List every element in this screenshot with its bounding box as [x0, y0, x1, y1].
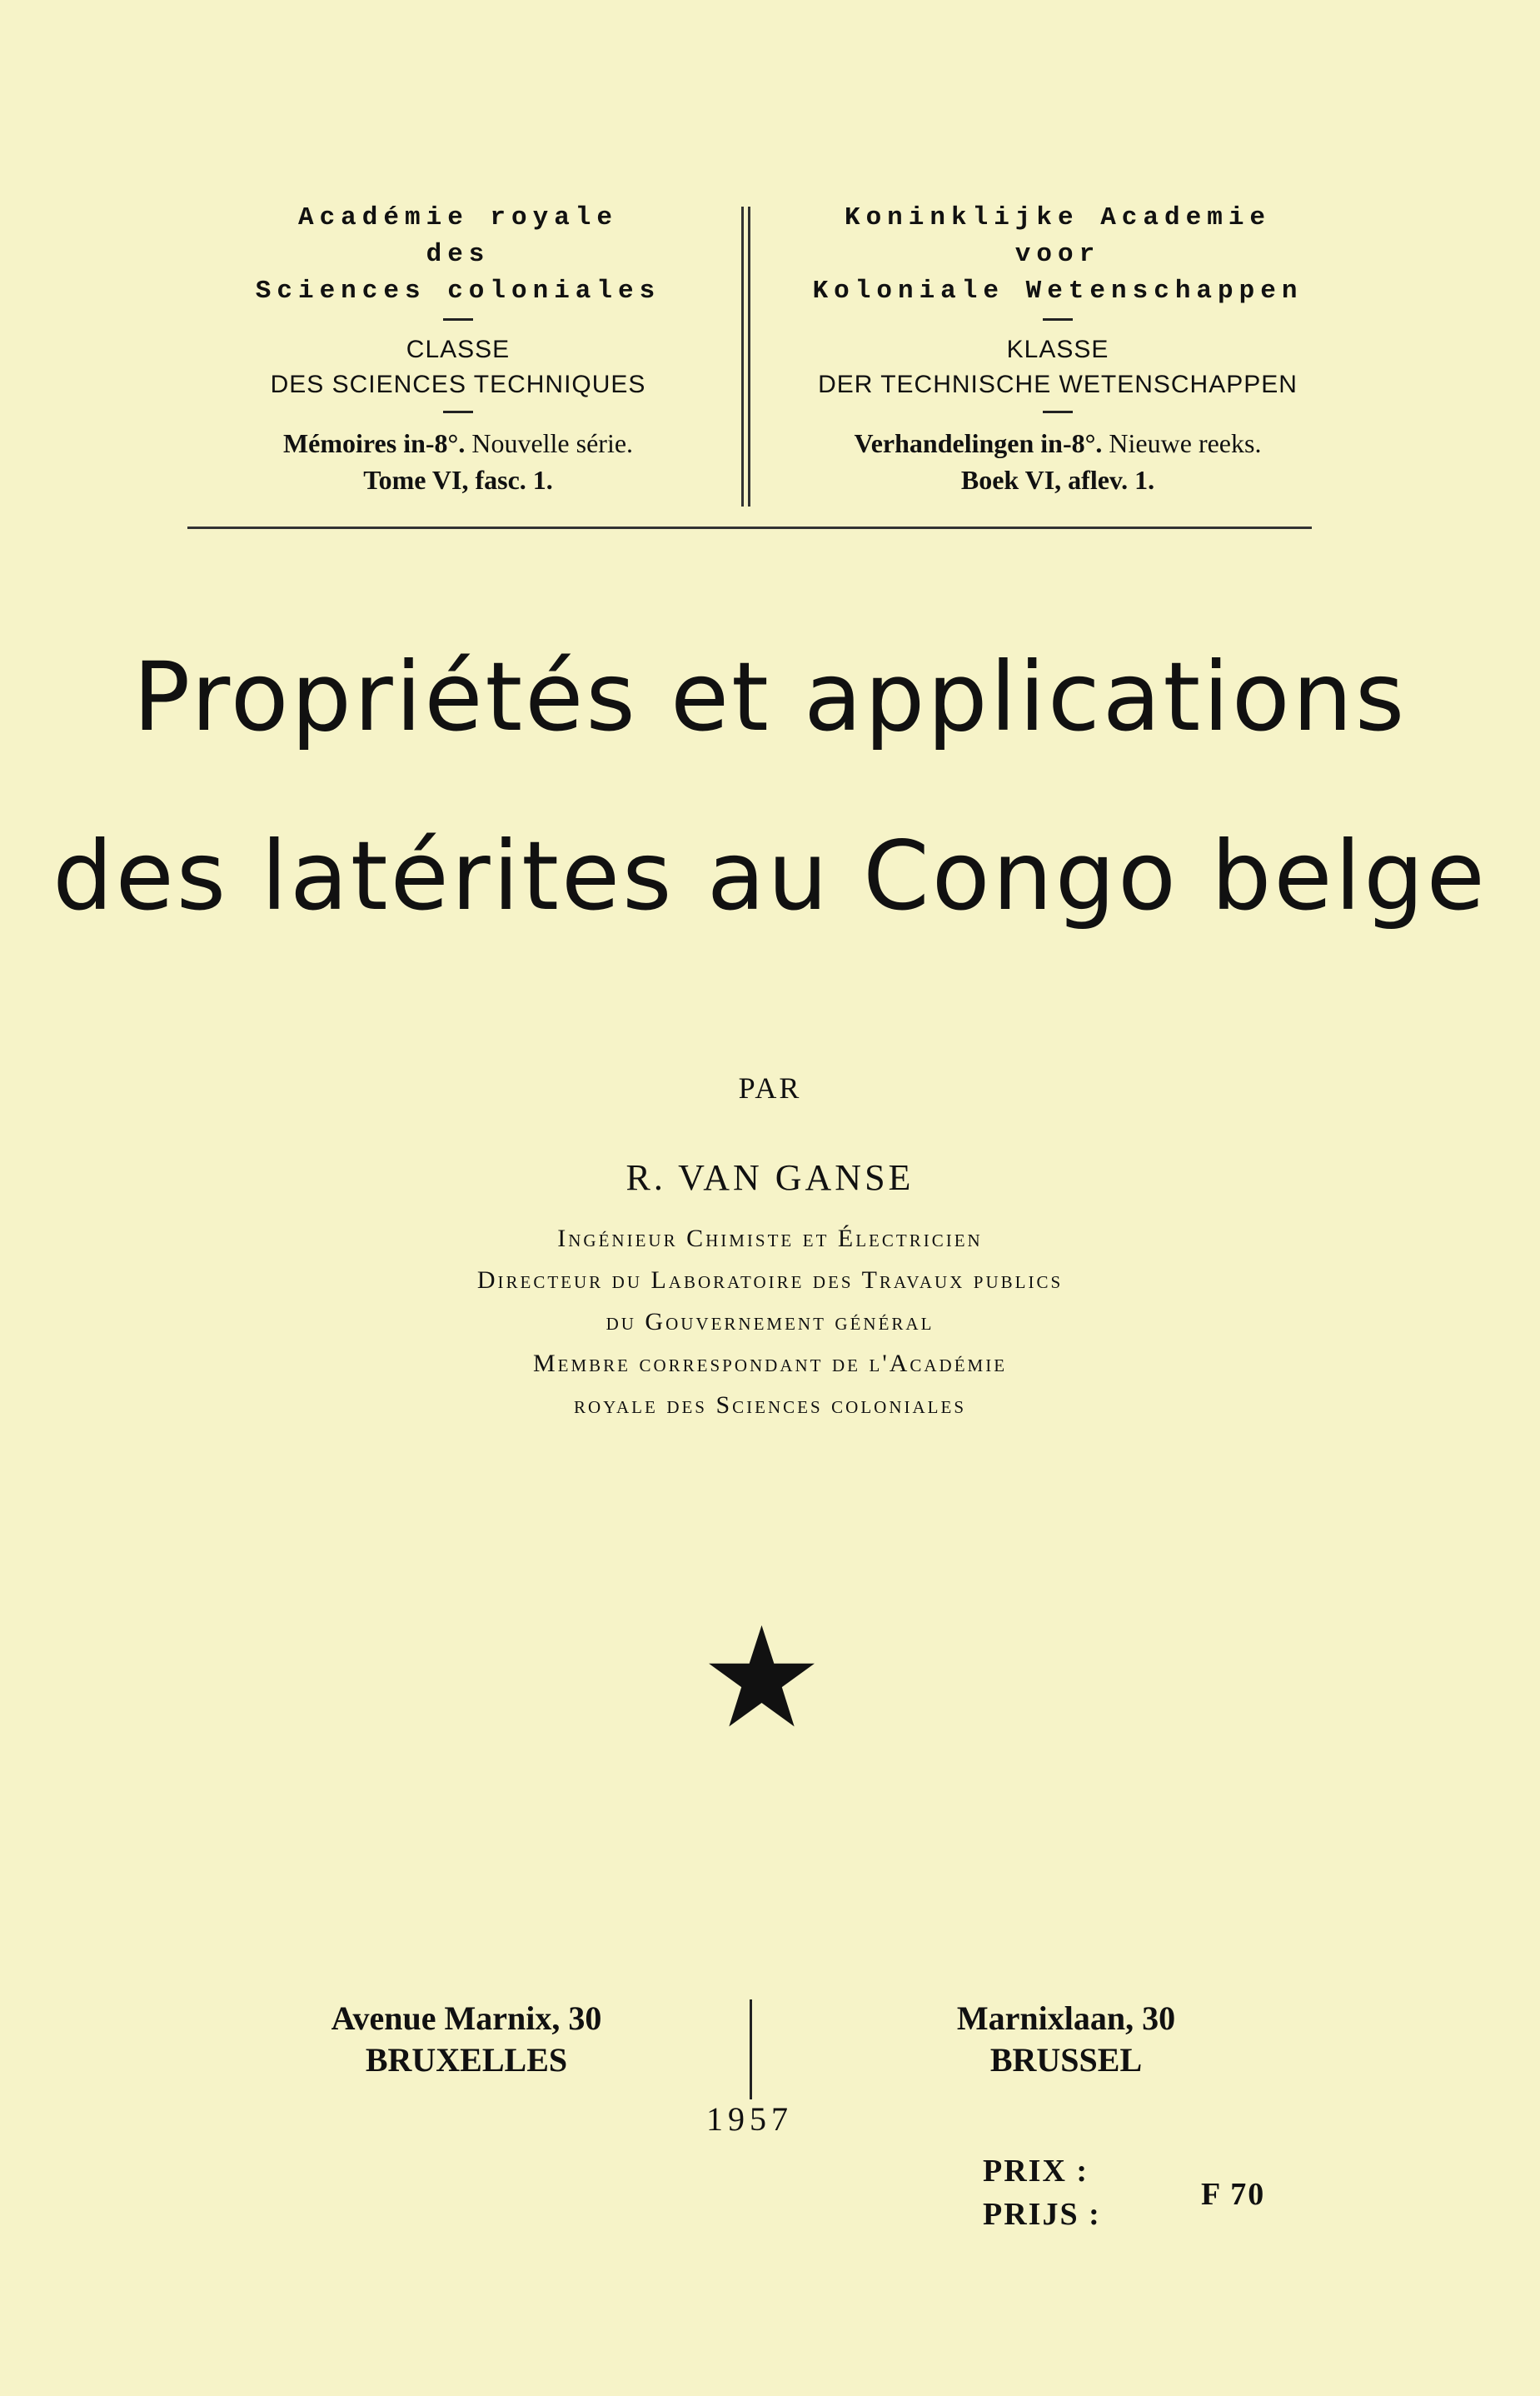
title-line-2: des latérites au Congo belge	[52, 821, 1488, 931]
author-credentials	[0, 1218, 1540, 1426]
series-fr-label: Mémoires in-8°.	[282, 428, 466, 458]
institution-name-fr-line-1: Académie royale	[297, 203, 619, 232]
classe-fr-line-2: DES SCIENCES TECHNIQUES	[270, 371, 646, 398]
volume-fr	[192, 462, 725, 498]
header-divider	[741, 207, 744, 507]
header-left-column	[192, 200, 725, 498]
publication-year: 1957	[706, 2100, 793, 2138]
by-label: PAR	[738, 1071, 802, 1105]
volume-nl	[750, 462, 1366, 498]
address-fr	[283, 1998, 650, 2081]
institution-name-fr-line-3: Sciences coloniales	[255, 277, 661, 306]
series-nl	[750, 425, 1366, 462]
credential-line: Directeur du Laboratoire des Travaux publics	[476, 1266, 1064, 1294]
separator-dash	[443, 318, 473, 321]
address-fr-street: Avenue Marnix, 30	[331, 1999, 602, 2037]
credential-line: du Gouvernement général	[606, 1308, 934, 1335]
series-fr-rest: Nouvelle série.	[465, 428, 634, 458]
credential-line: Ingénieur Chimiste et Électricien	[557, 1225, 983, 1252]
price-labels	[983, 2149, 1101, 2236]
institution-name-nl-line-1: Koninklijke Academie	[844, 203, 1272, 232]
price-label-nl: PRIJS :	[983, 2197, 1101, 2232]
author-name: R. VAN GANSE	[625, 1157, 915, 1198]
credential-line: royale des Sciences coloniales	[573, 1391, 967, 1419]
title-line-1: Propriétés et applications	[132, 641, 1408, 752]
separator-dash	[443, 411, 473, 413]
separator-dash	[1043, 411, 1073, 413]
separator-dash	[1043, 318, 1073, 321]
classe-nl-line-1: KLASSE	[1006, 336, 1109, 363]
address-nl	[883, 1998, 1249, 2081]
volume-fr-label: Tome VI, fasc. 1.	[363, 465, 553, 495]
address-fr-city: BRUXELLES	[365, 2041, 568, 2079]
header-right-column	[750, 200, 1366, 498]
address-nl-city: BRUSSEL	[989, 2041, 1143, 2079]
star-icon	[705, 1623, 818, 1731]
series-nl-label: Verhandelingen in-8°.	[854, 428, 1103, 458]
price-value: F 70	[1201, 2177, 1266, 2212]
classe-fr-line-1: CLASSE	[406, 336, 511, 363]
classe-nl-line-2: DER TECHNISCHE WETENSCHAPPEN	[818, 371, 1298, 398]
price-label-fr: PRIX :	[983, 2154, 1089, 2189]
series-nl-rest: Nieuwe reeks.	[1102, 428, 1262, 458]
header-rule	[187, 527, 1312, 529]
volume-nl-label: Boek VI, aflev. 1.	[960, 465, 1155, 495]
institution-name-nl-line-3: Koloniale Wetenschappen	[812, 277, 1303, 306]
institution-name-nl-line-2: voor	[1014, 240, 1101, 269]
address-divider	[750, 1999, 752, 2099]
series-fr	[192, 425, 725, 462]
institution-name-fr-line-2: des	[426, 240, 491, 269]
address-nl-street: Marnixlaan, 30	[956, 1999, 1176, 2037]
credential-line: Membre correspondant de l'Académie	[532, 1350, 1008, 1377]
